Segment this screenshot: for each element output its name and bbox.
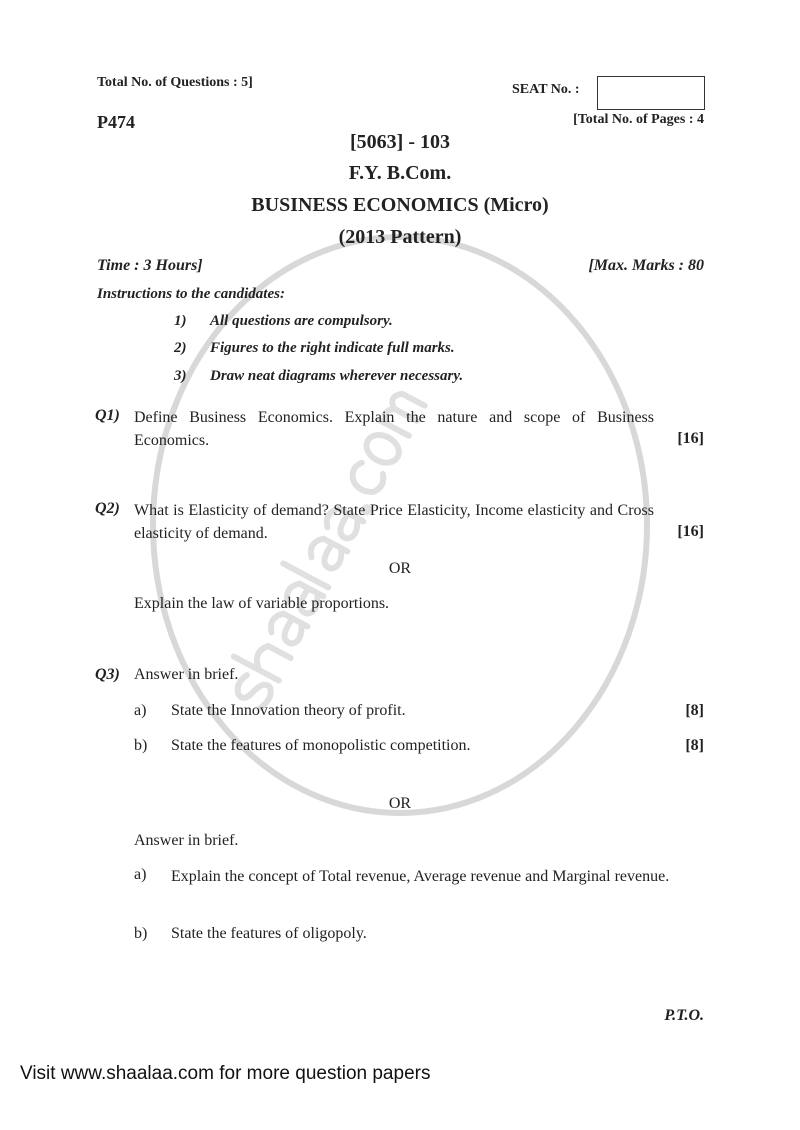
- q3a-marks: [8]: [685, 702, 704, 719]
- q3-alt-b-num: b): [134, 925, 148, 942]
- q3b-num: b): [134, 737, 148, 754]
- q2-alt-text: Explain the law of variable proportions.: [134, 595, 390, 612]
- q2-or: OR: [388, 560, 412, 577]
- instruction-num: 3): [174, 368, 187, 384]
- max-marks: [Max. Marks : 80: [588, 257, 704, 274]
- instruction-num: 1): [174, 313, 187, 329]
- subject: BUSINESS ECONOMICS (Micro): [251, 194, 549, 216]
- q2-marks: [16]: [677, 523, 704, 540]
- q1-marks: [16]: [677, 430, 704, 447]
- q3-alt-b-text: State the features of oligopoly.: [171, 925, 367, 942]
- pto: P.T.O.: [664, 1007, 704, 1024]
- course: F.Y. B.Com.: [348, 162, 452, 184]
- pattern: (2013 Pattern): [338, 226, 462, 248]
- exam-code: [5063] - 103: [350, 131, 450, 153]
- total-pages: [Total No. of Pages : 4: [573, 112, 704, 127]
- q3-alt-intro: Answer in brief.: [134, 832, 239, 849]
- q3b-marks: [8]: [685, 737, 704, 754]
- time: Time : 3 Hours]: [97, 257, 203, 274]
- q2-text: What is Elasticity of demand? State Price Elasticity, Income elasticity and Cross elasticity of demand.: [134, 502, 654, 542]
- q3-alt-a-num: a): [134, 866, 147, 883]
- instruction-text: Draw neat diagrams wherever necessary.: [210, 368, 464, 384]
- seat-number-box: [597, 76, 705, 110]
- total-questions: Total No. of Questions : 5]: [97, 75, 253, 90]
- q3a-num: a): [134, 702, 147, 719]
- instruction-num: 2): [174, 340, 187, 356]
- q1-text: Define Business Economics. Explain the nature and scope of Business Economics.: [134, 409, 654, 449]
- paper-code: P474: [97, 112, 135, 132]
- instruction-text: Figures to the right indicate full marks.: [210, 340, 455, 356]
- q3-alt-a-text: Explain the concept of Total revenue, Average revenue and Marginal revenue.: [171, 868, 670, 885]
- q1-label: Q1): [95, 407, 120, 424]
- q3-intro: Answer in brief.: [134, 666, 239, 683]
- q2-label: Q2): [95, 500, 120, 517]
- instructions-heading: Instructions to the candidates:: [97, 286, 285, 302]
- q3b-text: State the features of monopolistic competition.: [171, 737, 471, 754]
- footer-link-text: Visit www.shaalaa.com for more question papers: [20, 1063, 431, 1084]
- q3-or: OR: [388, 795, 412, 812]
- q3a-text: State the Innovation theory of profit.: [171, 702, 406, 719]
- q3-label: Q3): [95, 666, 120, 683]
- seat-label: SEAT No. :: [512, 82, 580, 97]
- instruction-text: All questions are compulsory.: [210, 313, 393, 329]
